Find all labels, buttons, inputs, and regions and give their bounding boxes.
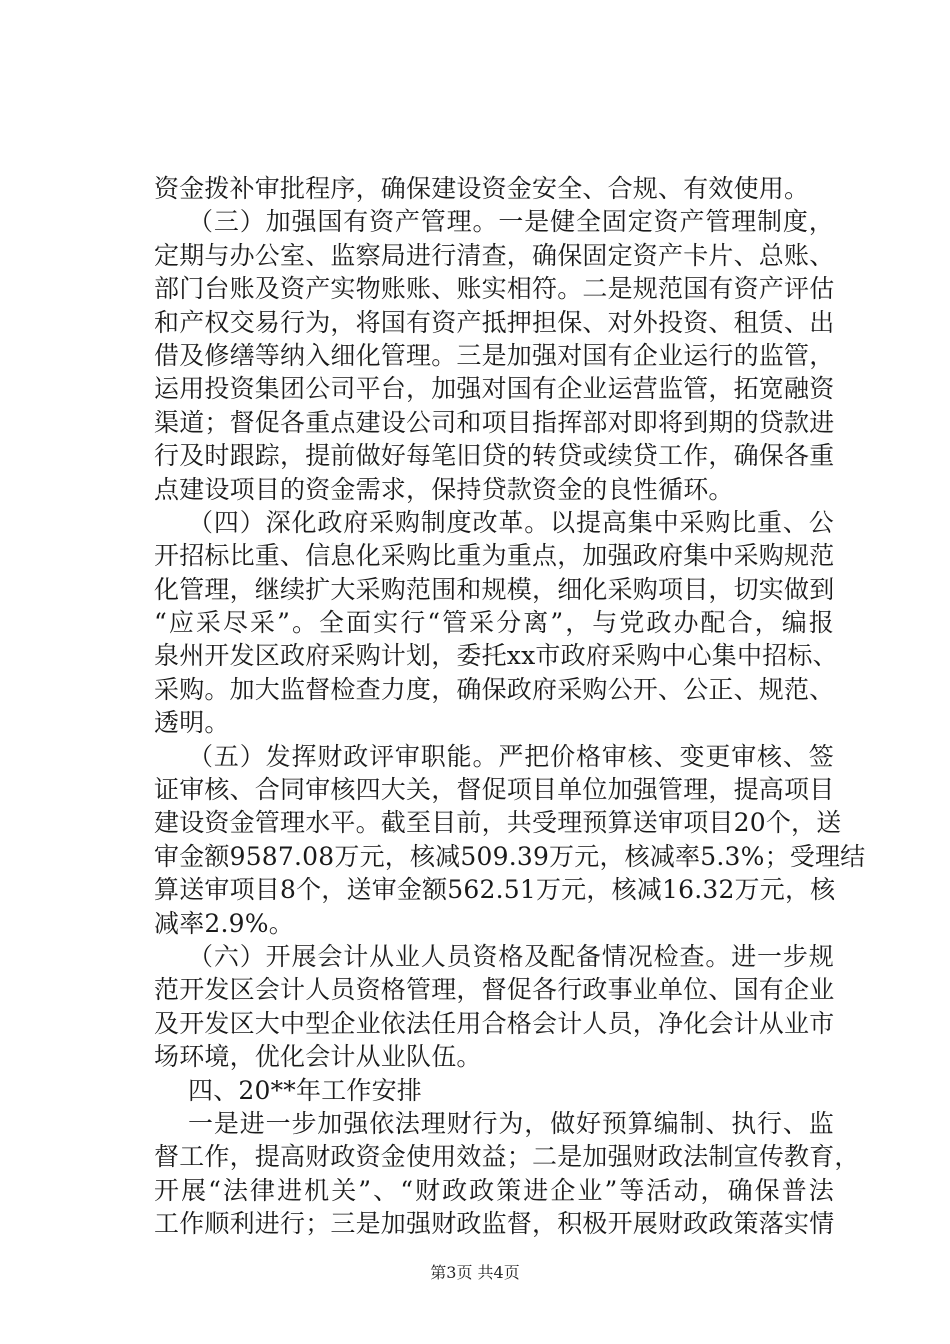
text-line: “应采尽采”。全面实行“管采分离”，与党政办配合，编报: [154, 608, 834, 638]
section-title: 四、20**年工作安排: [188, 1075, 423, 1105]
text-line: 行及时跟踪，提前做好每笔旧贷的转贷或续贷工作，确保各重: [154, 441, 835, 471]
text-line: 泉州开发区政府采购计划，委托xx市政府采购中心集中招标、: [154, 641, 838, 671]
text-line: 建设资金管理水平。截至目前，共受理预算送审项目20个，送: [154, 808, 842, 838]
section-heading-line: （四）深化政府采购制度改革。以提高集中采购比重、公: [188, 507, 834, 537]
text-line: 和产权交易行为，将国有资产抵押担保、对外投资、租赁、出: [154, 307, 835, 337]
text-line: 审金额9587.08万元，核减509.39万元，核减率5.3%；受理结: [154, 841, 866, 871]
text-line: 减率2.9%。: [154, 908, 294, 938]
text-line: 资金拨补审批程序，确保建设资金安全、合规、有效使用。: [154, 174, 810, 203]
text-line: 渠道；督促各重点建设公司和项目指挥部对即将到期的贷款进: [154, 407, 835, 437]
text-line: 运用投资集团公司平台，加强对国有企业运营监管，拓宽融资: [154, 374, 835, 404]
text-line: 证审核、合同审核四大关，督促项目单位加强管理，提高项目: [154, 775, 835, 805]
page-number-footer: 第3页 共4页: [430, 1263, 520, 1282]
text-line: 开展“法律进机关”、“财政政策进企业”等活动，确保普法: [154, 1175, 834, 1205]
text-line: 借及修缮等纳入细化管理。三是加强对国有企业运行的监管，: [154, 340, 835, 370]
section-heading-line: （五）发挥财政评审职能。严把价格审核、变更审核、签: [188, 741, 834, 771]
text-line: 场环境，优化会计从业队伍。: [154, 1042, 482, 1072]
section-heading-line: （三）加强国有资产管理。一是健全固定资产管理制度，: [188, 207, 834, 237]
text-line: 化管理，继续扩大采购范围和规模，细化采购项目，切实做到: [154, 574, 835, 604]
text-line: 范开发区会计人员资格管理，督促各行政事业单位、国有企业: [154, 975, 835, 1005]
text-line: 督工作，提高财政资金使用效益；二是加强财政法制宣传教育，: [154, 1142, 860, 1172]
text-line: 采购。加大监督检查力度，确保政府采购公开、公正、规范、: [154, 674, 835, 704]
document-body: [154, 172, 866, 1241]
text-line: 工作顺利进行；三是加强财政监督，积极开展财政政策落实情: [154, 1209, 835, 1239]
section-heading-line: （六）开展会计从业人员资格及配备情况检查。进一步规: [188, 941, 834, 971]
text-line: 透明。: [154, 708, 230, 738]
text-line: 定期与办公室、监察局进行清查，确保固定资产卡片、总账、: [154, 240, 835, 270]
text-line: 点建设项目的资金需求，保持贷款资金的良性循环。: [154, 474, 734, 504]
text-line: 开招标比重、信息化采购比重为重点，加强政府集中采购规范: [154, 541, 835, 571]
text-line: 及开发区大中型企业依法任用合格会计人员，净化会计从业市: [154, 1008, 835, 1038]
text-line: 部门台账及资产实物账账、账实相符。二是规范国有资产评估: [154, 274, 835, 304]
text-line: 一是进一步加强依法理财行为，做好预算编制、执行、监: [188, 1108, 834, 1138]
text-line: 算送审项目8个，送审金额562.51万元，核减16.32万元，核: [154, 875, 836, 905]
